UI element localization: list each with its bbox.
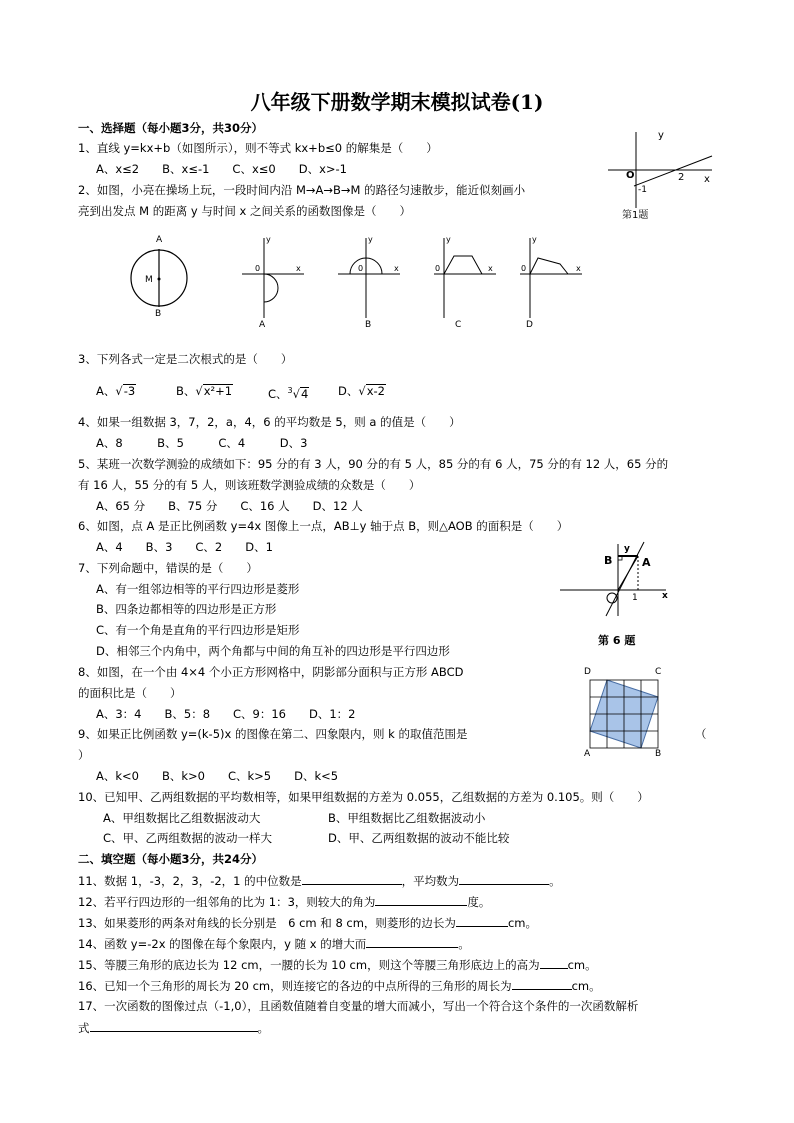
q6-y-label: y xyxy=(624,544,630,554)
q2-stem-line1: 2、如图，小亮在操场上玩，一段时间内沿 M→A→B→M 的路径匀速散步，能近似刻画小 xyxy=(78,183,526,197)
q16-text-a: 16、已知一个三角形的周长为 20 cm，则连接它的各边的中点所得的三角形的周长为 xyxy=(78,979,512,993)
q3-option-c xyxy=(268,383,309,402)
q2d-y-label: y xyxy=(532,235,537,244)
q2d-x-label: x xyxy=(576,264,581,273)
q2-stem-line2: 亮到出发点 M 的距离 y 与时间 x 之间关系的函数图像是（ ） xyxy=(78,204,411,218)
q2-label-m: M xyxy=(145,275,153,285)
q1-caption: 第1题 xyxy=(622,210,649,221)
q2-label-a: A xyxy=(156,235,163,245)
q1-tick-2: 2 xyxy=(678,172,685,183)
sqrt-icon: √ xyxy=(358,384,366,398)
q2-label-choice-b: B xyxy=(365,320,372,330)
q8-label-d: D xyxy=(584,667,591,677)
q9-paren-close: ） xyxy=(78,748,90,762)
q1-options: A、x≤2 B、x≤-1 C、x≤0 D、x>-1 xyxy=(96,162,347,176)
q8-label-b: B xyxy=(655,749,662,759)
q14-text-a: 14、函数 y=-2x 的图像在每个象限内，y 随 x 的增大而 xyxy=(78,937,367,951)
q2-circle-figure xyxy=(126,232,196,320)
q3-a-radicand: -3 xyxy=(123,384,136,398)
q11-text-a: 11、数据 1，-3，2，3，-2，1 的中位数是 xyxy=(78,874,302,888)
q1-x-label: x xyxy=(704,174,710,185)
q2a-origin-label: 0 xyxy=(255,264,261,273)
q6-stem: 6、如图，点 A 是正比例函数 y=4x 图像上一点，AB⊥y 轴于点 B，则△AOB 的面积是（ ） xyxy=(78,519,569,533)
q3-stem: 3、下列各式一定是二次根式的是（ ） xyxy=(78,352,293,366)
sqrt-icon: √ xyxy=(292,386,300,401)
q17-line2 xyxy=(78,1019,269,1036)
q6-label-b: B xyxy=(604,554,613,567)
q11-blank-median[interactable] xyxy=(302,872,402,885)
q2-graph-d xyxy=(516,234,586,320)
q11-blank-mean[interactable] xyxy=(459,872,549,885)
q13-text-b: cm。 xyxy=(507,916,537,930)
q2-graph-c xyxy=(430,234,500,320)
q2-graph-b xyxy=(334,234,404,320)
q3-d-radicand: x-2 xyxy=(366,384,385,398)
q2b-x-label: x xyxy=(394,264,399,273)
q6-tick-1: 1 xyxy=(632,593,638,603)
sqrt-icon: √ xyxy=(115,384,123,398)
q17-blank[interactable] xyxy=(90,1019,258,1032)
q8-stem-line1: 8、如图，在一个由 4×4 个小正方形网格中，阴影部分面积与正方形 ABCD xyxy=(78,665,464,679)
q1-tick-neg1: -1 xyxy=(638,185,647,195)
q8-grid-figure xyxy=(580,664,670,758)
q5-options: A、65 分 B、75 分 C、16 人 D、12 人 xyxy=(96,499,363,513)
q6-caption: 第 6 题 xyxy=(598,634,636,647)
q8-label-a: A xyxy=(584,749,591,759)
q2c-origin-label: 0 xyxy=(435,264,441,273)
q7-option-c: C、有一个角是直角的平行四边形是矩形 xyxy=(96,623,300,637)
q2-label-choice-a: A xyxy=(259,320,266,330)
q10-option-d: D、甲、乙两组数据的波动不能比较 xyxy=(328,831,510,845)
q3-a-label: A、 xyxy=(96,384,116,398)
q3-option-d xyxy=(338,383,386,399)
q6-options: A、4 B、3 C、2 D、1 xyxy=(96,540,273,554)
q12-text-a: 12、若平行四边形的一组邻角的比为 1：3，则较大的角为 xyxy=(78,895,376,909)
q1-figure xyxy=(600,126,720,221)
q3-b-label: B、 xyxy=(176,384,196,398)
q17-line1: 17、一次函数的图像过点（-1,0），且函数值随着自变量的增大而减小，写出一个符合这个条件的一次函数解析 xyxy=(78,999,639,1013)
q6-x-label: x xyxy=(662,591,668,601)
q3-c-label: C、 xyxy=(268,386,288,401)
q14 xyxy=(78,935,470,952)
q2b-y-label: y xyxy=(368,235,373,244)
q15-text-a: 15、等腰三角形的底边长为 12 cm，一腰的长为 10 cm，则这个等腰三角形底边上的高为 xyxy=(78,958,540,972)
q13 xyxy=(78,914,537,931)
q17-text-a: 式 xyxy=(78,1021,90,1035)
q9-options: A、k<0 B、k>0 C、k>5 D、k<5 xyxy=(96,769,339,783)
q1-stem: 1、直线 y=kx+b（如图所示），则不等式 kx+b≤0 的解集是（ ） xyxy=(78,141,438,155)
q3-option-a xyxy=(96,383,136,399)
q3-option-b xyxy=(176,383,233,399)
q11 xyxy=(78,872,561,889)
q2c-y-label: y xyxy=(446,235,451,244)
q2d-origin-label: 0 xyxy=(521,264,527,273)
q14-text-b: 。 xyxy=(458,937,470,951)
q2-graph-a xyxy=(238,234,308,320)
q16-blank[interactable] xyxy=(512,977,572,990)
q5-stem-line1: 5、某班一次数学测验的成绩如下：95 分的有 3 人，90 分的有 5 人，85 分的有 6 人，75 分的有 12 人，65 分的 xyxy=(78,457,669,471)
q7-option-a: A、有一组邻边相等的平行四边形是菱形 xyxy=(96,582,300,596)
page-title: 八年级下册数学期末模拟试卷(1) xyxy=(250,90,544,114)
q4-options: A、8 B、5 C、4 D、3 xyxy=(96,436,308,450)
q14-blank[interactable] xyxy=(366,935,458,948)
q2-label-choice-c: C xyxy=(455,320,462,330)
q9-stem: 9、如果正比例函数 y=(k-5)x 的图像在第二、四象限内，则 k 的取值范围是 xyxy=(78,727,468,741)
q2b-origin-label: 0 xyxy=(358,264,364,273)
q3-c-index: 3 xyxy=(287,386,293,395)
q2a-y-label: y xyxy=(266,235,271,244)
q12-blank[interactable] xyxy=(375,893,467,906)
q15-text-b: cm。 xyxy=(567,958,597,972)
q10-stem: 10、已知甲、乙两组数据的平均数相等，如果甲组数据的方差为 0.055，乙组数据的方差为 0.105。则（ ） xyxy=(78,790,649,804)
q15 xyxy=(78,956,597,973)
q16 xyxy=(78,977,601,994)
q11-text-b: ，平均数为 xyxy=(401,874,460,888)
q7-stem: 7、下列命题中，错误的是（ ） xyxy=(78,561,258,575)
q12 xyxy=(78,893,490,910)
q3-b-radicand: x²+1 xyxy=(203,384,233,398)
q1-origin-label: O xyxy=(626,170,635,181)
q6-label-a: A xyxy=(642,556,651,569)
q5-stem-line2: 有 16 人，55 分的有 5 人，则该班数学测验成绩的众数是（ ） xyxy=(78,478,421,492)
q3-c-radicand: 4 xyxy=(300,386,309,401)
q15-blank[interactable] xyxy=(540,956,568,969)
q12-text-b: 度。 xyxy=(467,895,491,909)
q8-stem-line2: 的面积比是（ ） xyxy=(78,686,182,700)
q11-text-c: 。 xyxy=(549,874,561,888)
q6-figure xyxy=(556,540,676,650)
q13-blank[interactable] xyxy=(456,914,508,927)
q1-y-label: y xyxy=(658,130,664,141)
q16-text-b: cm。 xyxy=(571,979,601,993)
q4-stem: 4、如果一组数据 3，7，2，a，4，6 的平均数是 5，则 a 的值是（ ） xyxy=(78,415,461,429)
q7-option-b: B、四条边都相等的四边形是正方形 xyxy=(96,602,277,616)
section-fill-heading: 二、填空题（每小题3分，共24分） xyxy=(78,852,264,866)
q2c-x-label: x xyxy=(488,264,493,273)
q8-options: A、3：4 B、5：8 C、9：16 D、1：2 xyxy=(96,707,356,721)
q13-text-a: 13、如果菱形的两条对角线的长分别是 6 cm 和 8 cm，则菱形的边长为 xyxy=(78,916,456,930)
sqrt-icon: √ xyxy=(195,384,203,398)
q10-option-a: A、甲组数据比乙组数据波动大 xyxy=(103,811,261,825)
q2a-x-label: x xyxy=(296,264,301,273)
q9-paren-open: （ xyxy=(695,727,707,741)
q3-d-label: D、 xyxy=(338,384,359,398)
q10-option-b: B、甲组数据比乙组数据波动小 xyxy=(328,811,486,825)
section-choice-heading: 一、选择题（每小题3分，共30分） xyxy=(78,121,264,135)
q2-label-choice-d: D xyxy=(526,320,533,330)
q10-option-c: C、甲、乙两组数据的波动一样大 xyxy=(103,831,273,845)
q17-text-b: 。 xyxy=(257,1021,269,1035)
q8-label-c: C xyxy=(655,667,662,677)
q2-label-b: B xyxy=(155,309,162,319)
q7-option-d: D、相邻三个内角中，两个角都与中间的角互补的四边形是平行四边形 xyxy=(96,644,450,658)
